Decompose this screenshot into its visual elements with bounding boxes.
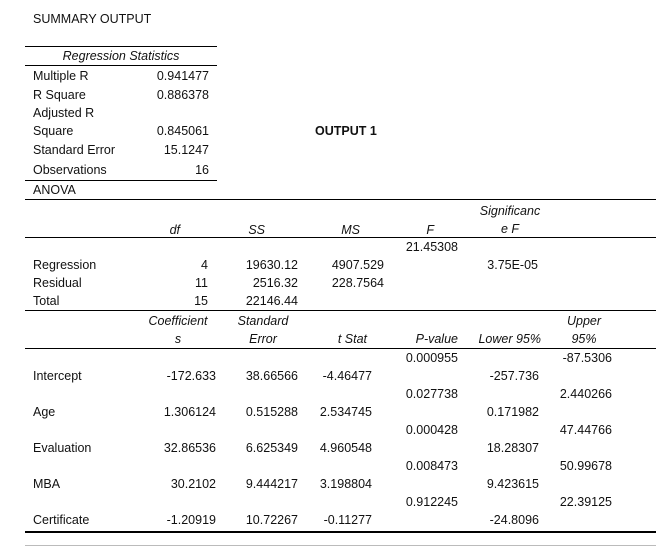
coef-header: Coefficient — [148, 314, 208, 328]
lower95-header: Lower 95% — [478, 332, 541, 346]
intercept-lower: -257.736 — [489, 369, 539, 383]
certificate-upper: 22.39125 — [559, 495, 612, 509]
evaluation-upper: 47.44766 — [559, 423, 612, 437]
age-label: Age — [33, 405, 56, 419]
anova-regression-ms: 4907.529 — [331, 258, 384, 272]
anova-total-label: Total — [33, 294, 60, 308]
intercept-label: Intercept — [33, 369, 82, 383]
evaluation-coef: 32.86536 — [163, 441, 216, 455]
rule — [25, 46, 217, 47]
mba-t: 3.198804 — [319, 477, 372, 491]
coef-header-2: s — [174, 332, 182, 346]
summary-title: SUMMARY OUTPUT — [33, 12, 152, 26]
intercept-se: 38.66566 — [245, 369, 298, 383]
r-square-label: R Square — [33, 88, 86, 102]
anova-ss-header: SS — [248, 223, 265, 237]
anova-residual-label: Residual — [33, 276, 82, 290]
multiple-r-value: 0.941477 — [156, 69, 209, 83]
anova-regression-label: Regression — [33, 258, 97, 272]
anova-residual-df: 11 — [195, 276, 208, 290]
observations-label: Observations — [33, 163, 107, 177]
anova-residual-ss: 2516.32 — [252, 276, 298, 290]
regression-statistics-header: Regression Statistics — [62, 49, 180, 63]
upper95-header: Upper — [566, 314, 602, 328]
rule — [25, 65, 217, 66]
anova-f-header: F — [426, 223, 434, 237]
age-upper: 2.440266 — [559, 387, 612, 401]
age-lower: 0.171982 — [486, 405, 539, 419]
intercept-upper: -87.5306 — [562, 351, 612, 365]
certificate-se: 10.72267 — [245, 513, 298, 527]
adjusted-r-label-2: Square — [33, 124, 74, 138]
rule — [25, 199, 656, 200]
mba-p: 0.008473 — [405, 459, 458, 473]
evaluation-label: Evaluation — [33, 441, 92, 455]
anova-f-value: 21.45308 — [405, 240, 458, 254]
evaluation-t: 4.960548 — [319, 441, 372, 455]
se-header: Standard — [237, 314, 289, 328]
bottom-rule — [25, 531, 656, 533]
evaluation-se: 6.625349 — [245, 441, 298, 455]
anova-total-df: 15 — [194, 294, 208, 308]
rule — [25, 180, 217, 181]
evaluation-p: 0.000428 — [405, 423, 458, 437]
anova-ms-header: MS — [341, 223, 360, 237]
mba-label: MBA — [33, 477, 61, 491]
age-t: 2.534745 — [319, 405, 372, 419]
certificate-coef: -1.20919 — [166, 513, 216, 527]
mba-upper: 50.99678 — [559, 459, 612, 473]
age-p: 0.027738 — [405, 387, 458, 401]
certificate-p: 0.912245 — [405, 495, 458, 509]
intercept-p: 0.000955 — [405, 351, 458, 365]
anova-regression-df: 4 — [201, 258, 208, 272]
adjusted-r-value: 0.845061 — [156, 124, 209, 138]
intercept-coef: -172.633 — [166, 369, 216, 383]
anova-regression-sigf: 3.75E-05 — [487, 258, 538, 272]
anova-regression-ss: 19630.12 — [245, 258, 298, 272]
age-se: 0.515288 — [245, 405, 298, 419]
observations-value: 16 — [195, 163, 209, 177]
mba-lower: 9.423615 — [486, 477, 539, 491]
multiple-r-label: Multiple R — [33, 69, 89, 83]
mba-se: 9.444217 — [245, 477, 298, 491]
anova-df-header: df — [169, 223, 180, 237]
standard-error-label: Standard Error — [33, 143, 115, 157]
rule — [25, 237, 656, 238]
se-header-2: Error — [249, 332, 277, 346]
certificate-lower: -24.8096 — [489, 513, 539, 527]
certificate-label: Certificate — [33, 513, 90, 527]
anova-label: ANOVA — [33, 183, 76, 197]
anova-total-ss: 22146.44 — [245, 294, 298, 308]
gridline — [25, 545, 656, 546]
rule — [25, 310, 656, 311]
pvalue-header: P-value — [415, 332, 458, 346]
evaluation-lower: 18.28307 — [486, 441, 539, 455]
intercept-t: -4.46477 — [322, 369, 372, 383]
adjusted-r-label: Adjusted R — [33, 106, 95, 120]
anova-sigf-header-2: e F — [500, 222, 520, 236]
anova-sigf-header: Significanc — [479, 204, 541, 218]
standard-error-value: 15.1247 — [163, 143, 209, 157]
output-label: OUTPUT 1 — [315, 124, 377, 138]
anova-residual-ms: 228.7564 — [331, 276, 384, 290]
certificate-t: -0.11277 — [323, 513, 372, 527]
rule — [25, 348, 656, 349]
mba-coef: 30.2102 — [170, 477, 216, 491]
tstat-header: t Stat — [337, 332, 367, 346]
r-square-value: 0.886378 — [156, 88, 209, 102]
upper95-header-2: 95% — [571, 332, 597, 346]
age-coef: 1.306124 — [163, 405, 216, 419]
